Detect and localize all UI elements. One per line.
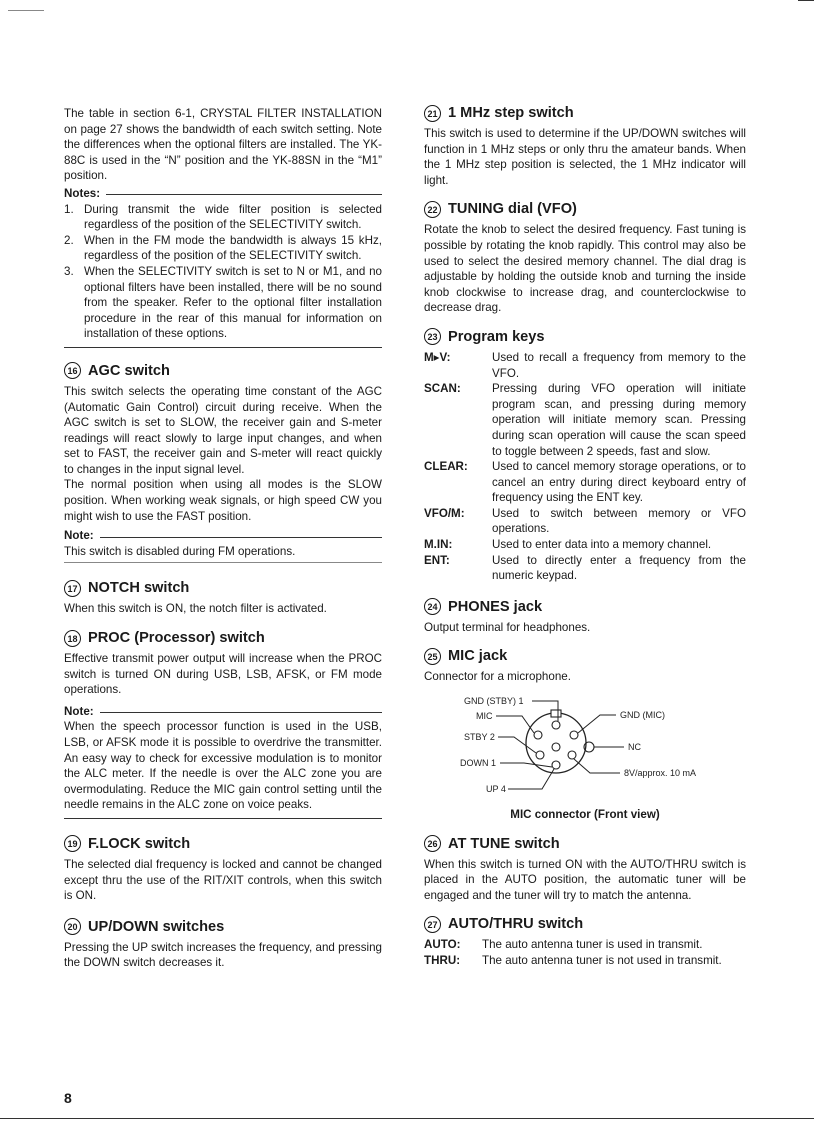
section-number: 22 [424,201,441,218]
key-row: SCAN: Pressing during VFO operation will initiate program scan, and pressing during memory operation will initiate memory scan. Pressing during scan operation will cause the scan speed to toggle between 2 speeds, fast and slow. [424,382,746,458]
section-heading-22: 22 TUNING dial (VFO) [424,200,746,218]
section-number: 26 [424,835,441,852]
scan-mark [798,0,814,1]
section-25-paragraph: Connector for a microphone. [424,670,571,684]
section-26-paragraph: When this switch is turned ON with the AUTO/THRU switch is placed in the AUTO position, the automatic tuner will be engaged and the tuner will try to match the antenna. [424,857,746,902]
pin [534,731,542,739]
section-18-paragraph: Effective transmit power output will increase when the PROC switch is turned ON during USB, LSB, AFSK, or FM mode operations. [64,652,382,697]
section-number: 16 [64,362,81,379]
pin-label: GND (MIC) [620,710,665,721]
diagram-caption: MIC connector (Front view) [510,808,660,822]
pin-label: NC [628,742,641,753]
section-number: 21 [424,105,441,122]
pin [552,761,560,769]
note-heading: Note: [64,704,382,720]
section-21-paragraph: This switch is used to determine if the UP/DOWN switches will function in 1 MHz steps or only thru the amateur bands. When the 1 MHz step position is selected, the 1 MHz indicator will light. [424,127,746,187]
section-heading-23: 23 Program keys [424,328,746,346]
section-heading-24: 24 PHONES jack [424,598,746,616]
section-24-paragraph: Output terminal for headphones. [424,620,591,634]
key-row: THRU: The auto antenna tuner is not used in transmit. [424,954,722,967]
pin [536,751,544,759]
section-16-paragraph: This switch selects the operating time constant of the AGC (Automatic Gain Control) circuit during receive. When the AGC switch is set to SLOW, the receiver gain and S-meter readings will react slowly to large input changes, and when set to FAST, the receiver gain and S-meter will react quickly to changes in the input signal level. [64,384,382,476]
pin [568,751,576,759]
page-number: 8 [64,1090,72,1106]
section-17-paragraph: When this switch is ON, the notch filter is activated. [64,602,327,616]
pin-label: 8V/approx. 10 mA [624,768,697,779]
section-heading-16: 16 AGC switch [64,362,382,380]
section-16-note: This switch is disabled during FM operations. [64,544,296,558]
left-column [64,106,382,971]
key-row: ENT: Used to directly enter a frequency from the numeric keypad. [424,553,746,583]
section-heading-25: 25 MIC jack [424,647,746,665]
notes-label: Notes: [64,186,101,200]
pin-label: STBY 2 [464,732,495,743]
pin-label: MIC [476,711,493,722]
section-heading-26: 26 AT TUNE switch [424,835,746,853]
pin-label: UP 4 [486,784,506,795]
section-number: 18 [64,630,81,647]
section-number: 20 [64,918,81,935]
pin [552,743,560,751]
section-number: 25 [424,648,441,665]
pin [570,731,578,739]
note-item: 3. When the SELECTIVITY switch is set to N or M1, and no optional filters have been installed, there will be no sound from the speaker. Refer to the optional filter installation procedure in the rear of this manual for information on installation of these options. [64,264,382,341]
section-heading-20: 20 UP/DOWN switches [64,918,382,936]
section-number: 19 [64,835,81,852]
notes-list [64,202,382,342]
section-19-paragraph: The selected dial frequency is locked and cannot be changed except thru the use of the RIT/XIT controls, when this switch is ON. [64,857,382,903]
section-number: 17 [64,580,81,597]
auto-thru-table [424,937,746,968]
key-row: VFO/M: Used to switch between memory or VFO operations. [424,506,746,536]
section-20-paragraph: Pressing the UP switch increases the frequency, and pressing the DOWN switch decreases it. [64,940,382,970]
scan-mark [8,10,44,11]
pin [552,721,560,729]
key-row: CLEAR: Used to cancel memory storage operations, or to cancel an entry during direct keyboard entry of frequency using the ENT key. [424,460,746,505]
leader-line [498,737,536,753]
mic-connector-diagram [424,689,746,801]
section-number: 24 [424,598,441,615]
key-row: M▸V: Used to recall a frequency from memory to the VFO. [424,350,746,380]
section-heading-27: 27 AUTO/THRU switch [424,915,746,933]
section-heading-19: 19 F.LOCK switch [64,835,382,853]
right-column [424,104,746,969]
leader-line [574,759,620,773]
pin-label: DOWN 1 [460,758,496,769]
pin-label: GND (STBY) 1 [464,696,524,707]
key-row: AUTO: The auto antenna tuner is used in transmit. [424,938,703,952]
section-number: 23 [424,328,441,345]
section-16-paragraph: The normal position when using all modes is the SLOW position. When working weak signals, or high speed CW you might wish to use the FAST position. [64,478,382,523]
program-keys-table [424,350,746,584]
section-heading-18: 18 PROC (Processor) switch [64,629,382,647]
key-row: M.IN: Used to enter data into a memory channel. [424,538,712,552]
bottom-rule [0,1118,814,1119]
note-item: 2. When in the FM mode the bandwidth is always 15 kHz, regardless of the position of the SELECTIVITY switch. [64,233,382,263]
section-18-note: When the speech processor function is used in the USB, LSB, or AFSK mode it is possible to overdrive the transmitter. An easy way to check for excessive modulation is to monitor the ALC meter. If the needle is over the ALC zone you are overmodulating. Reduce the MIC gain control setting until the needle remains in the ALC zone on voice peaks. [64,720,382,812]
connector-key [551,710,561,717]
note-heading: Note: [64,528,382,544]
section-heading-21: 21 1 MHz step switch [424,104,746,122]
intro-paragraph: The table in section 6-1, CRYSTAL FILTER INSTALLATION on page 27 shows the bandwidth of each switch setting. Note the differences when the optional filters are installed. The YK-88C is used in the “N” position and the YK-88SN in the “M1” position. [64,107,382,183]
leader-line [500,763,552,767]
notes-heading [64,186,382,202]
note-item: 1. During transmit the wide filter position is selected regardless of the position of the SELECTIVITY switch. [64,202,382,232]
section-number: 27 [424,916,441,933]
section-heading-17: 17 NOTCH switch [64,579,382,597]
section-22-paragraph: Rotate the knob to select the desired frequency. Fast tuning is possible by rotating the knob rapidly. This control may also be used to select the desired memory channel. The dial drag is adjustable by holding the outside knob and turning the inside knob clockwise to increase drag, and counterclockwise to decrease drag. [424,223,746,315]
